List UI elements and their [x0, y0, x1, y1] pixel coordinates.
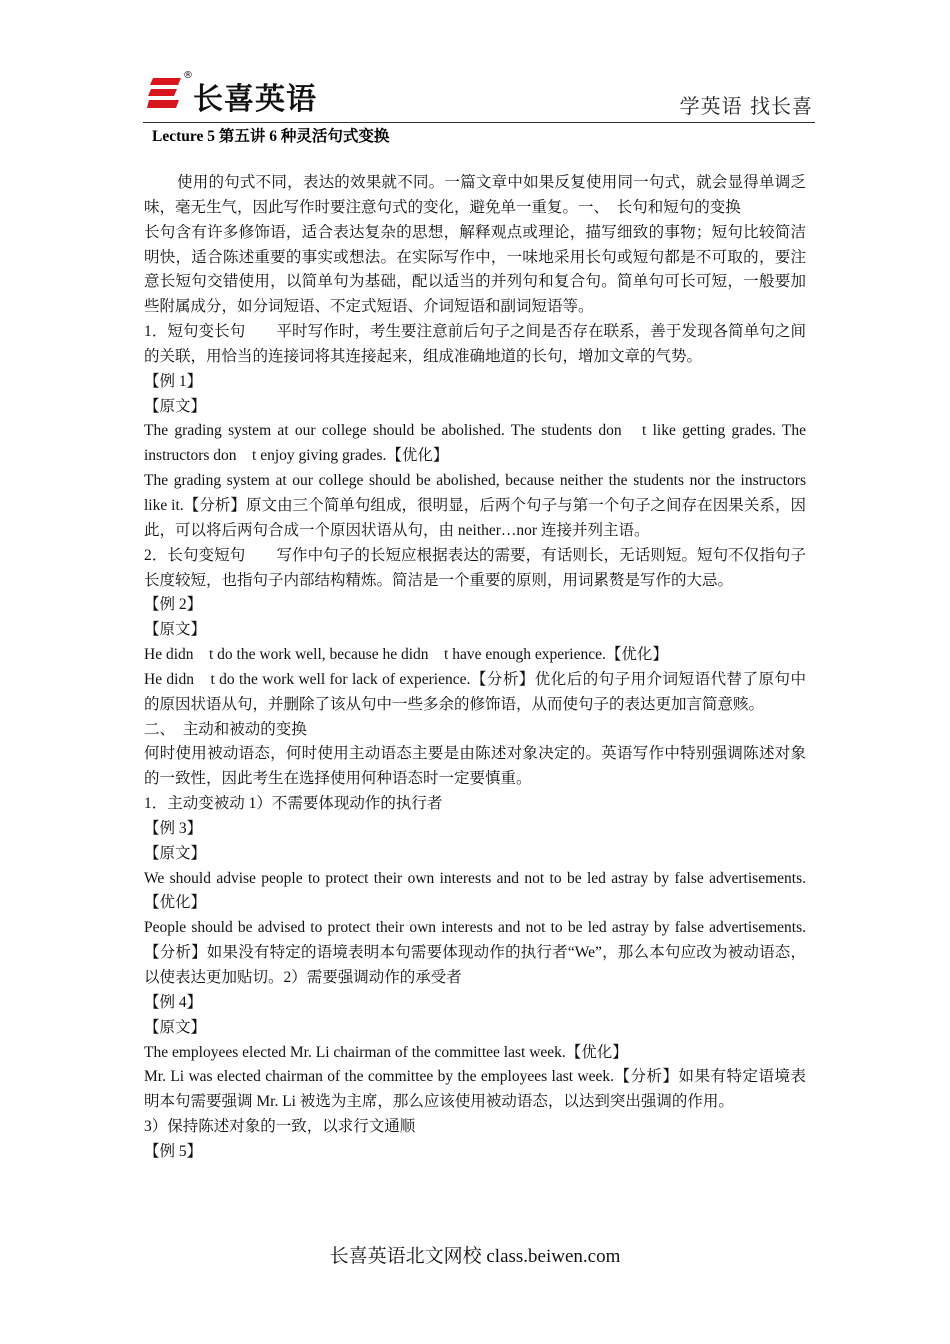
page-title: Lecture 5 第五讲 6 种灵活句式变换	[152, 128, 390, 145]
paragraph: He didn t do the work well, because he didn t have enough experience.【优化】	[144, 646, 668, 664]
example-label: 【例 2】	[144, 596, 203, 614]
example-label: 【例 1】	[144, 372, 203, 390]
paragraph: 1．短句变长句 平时写作时，考生要注意前后句子之间是否存在联系，善于发现各简单句之间的关联，用恰当的连接词将其连接起来，组成准确地道的长句，增加文章的气势。	[144, 323, 806, 365]
example-label: 【例 4】	[144, 993, 203, 1011]
registered-mark: ®	[183, 70, 193, 81]
paragraph: The employees elected Mr. Li chairman of the committee last week.【优化】	[144, 1043, 628, 1061]
slogan: 学英语 找长喜	[679, 94, 813, 118]
paragraph: The grading system at our college should be abolished, because neither the students nor the instructors like it.【分析】原文由三个简单句组成，很明显，后两个句子与第一个句子之间存在因果关系，因此，可以将后两句合成一个原因状语从句，由 neither…nor 连接并列主语。	[144, 472, 806, 539]
paragraph: 1．主动变被动 1）不需要体现动作的执行者	[144, 795, 443, 813]
paragraph: Mr. Li was elected chairman of the committee by the employees last week.【分析】如果有特定语境表明本句需要强调 Mr. Li 被选为主席，那么应该使用被动语态，以达到突出强调的作用。	[144, 1068, 806, 1111]
page-footer: 长喜英语北文网校 class.beiwen.com	[329, 1246, 621, 1267]
section-heading: 二、 主动和被动的变换	[144, 720, 307, 738]
original-label: 【原文】	[144, 1018, 207, 1036]
brand-name: 长喜英语	[193, 82, 317, 117]
document-body	[144, 171, 806, 1165]
original-label: 【原文】	[144, 844, 207, 862]
paragraph: 使用的句式不同，表达的效果就不同。一篇文章中如果反复使用同一句式，就会显得单调乏味，毫无生气，因此写作时要注意句式的变化，避免单一重复。一、 长句和短句的变换	[144, 174, 806, 216]
paragraph: 长句含有许多修饰语，适合表达复杂的思想，解释观点或理论，描写细致的事物；短句比较简洁明快，适合陈述重要的事实或想法。在实际写作中，一味地采用长句或短句都是不可取的，要注意长短句交错使用，以简单句为基础，配以适当的并列句和复合句。简单句可长可短，一般要加些附属成分，如分词短语、不定式短语、介词短语和副词短语等。	[144, 223, 806, 316]
original-label: 【原文】	[144, 621, 207, 639]
example-label: 【例 5】	[144, 1142, 203, 1160]
logo-icon	[147, 78, 181, 108]
paragraph: 2．长句变短句 写作中句子的长短应根据表达的需要，有话则长，无话则短。短句不仅指句子长度较短，也指句子内部结构精炼。简洁是一个重要的原则，用词累赘是写作的大忌。	[144, 546, 806, 589]
example-label: 【例 3】	[144, 819, 203, 837]
paragraph: He didn t do the work well for lack of experience.【分析】优化后的句子用介词短语代替了原句中的原因状语从句，并删除了该从句中一些多余的修饰语，从而使句子的表达更加言简意赅。	[144, 670, 806, 713]
page-header	[143, 68, 815, 123]
paragraph: People should be advised to protect their own interests and not to be led astray by false advertisements.【分析】如果没有特定的语境表明本句需要体现动作的执行者“We”，那么本句应改为被动语态，以使表达更加贴切。2）需要强调动作的承受者	[144, 919, 806, 986]
paragraph: The grading system at our college should be abolished. The students don t like getting grades. The instructors don t enjoy giving grades.【优化】	[144, 422, 806, 465]
paragraph: We should advise people to protect their own interests and not to be led astray by false advertisements.【优化】	[144, 869, 806, 912]
paragraph: 何时使用被动语态，何时使用主动语态主要是由陈述对象决定的。英语写作中特别强调陈述对象的一致性，因此考生在选择使用何种语态时一定要慎重。	[144, 745, 806, 788]
original-label: 【原文】	[144, 397, 207, 415]
paragraph: 3）保持陈述对象的一致，以求行文通顺	[144, 1118, 416, 1136]
